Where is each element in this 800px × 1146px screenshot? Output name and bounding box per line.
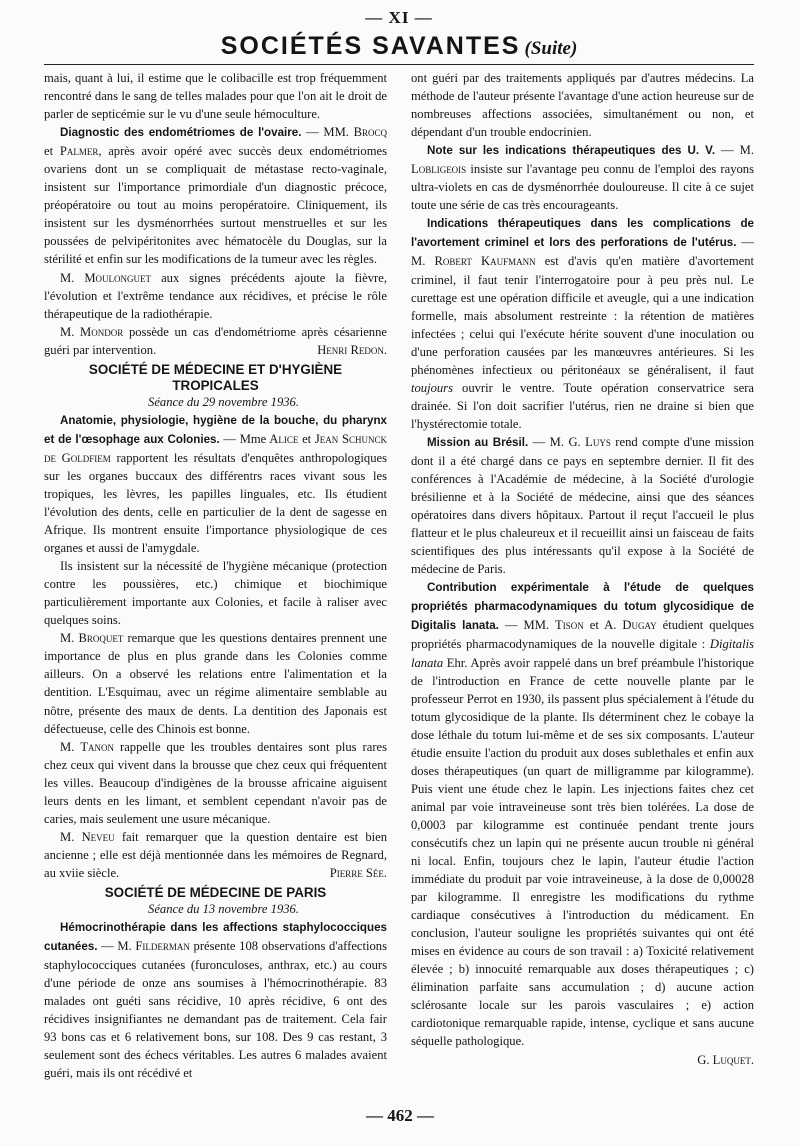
roman-folio: — XI — xyxy=(365,8,433,27)
emphasis: toujours xyxy=(411,380,453,395)
author-name: Luys xyxy=(585,434,611,449)
subheading: Mission au Brésil. xyxy=(427,435,529,449)
section-header xyxy=(44,32,754,64)
paragraph xyxy=(411,141,754,214)
header-rule xyxy=(44,64,754,65)
paragraph xyxy=(411,578,754,1050)
signature xyxy=(411,1051,754,1069)
paragraph xyxy=(44,323,387,359)
two-column-body xyxy=(44,69,754,1082)
text-run: — MM. xyxy=(301,125,354,140)
society-heading: SOCIÉTÉ DE MÉDECINE ET D'HYGIÈNE TROPICALES xyxy=(88,361,343,393)
text-run: M. xyxy=(60,631,79,646)
text-run: — xyxy=(219,431,240,446)
paragraph xyxy=(44,123,387,268)
subheading: Note sur les indications thérapeutiques des U. V. xyxy=(427,144,716,158)
text-run: M. xyxy=(60,739,81,754)
emphasis: Digitalis lanata xyxy=(411,637,754,670)
text-run: étudient quelques propriétés pharmacodynamiques de la nouvelle digitale : xyxy=(411,618,755,652)
text-run: ouvrir le ventre. Toute opération conservatrice sera drainée. Si l'on doit sacrifier l'utérus, rien ne draine si bien que l'hystérectomie totale. xyxy=(411,380,754,431)
paragraph xyxy=(44,629,387,737)
author-name: Dugay xyxy=(622,618,657,633)
author-name: Moulonguet xyxy=(84,270,152,285)
text-run: insiste sur l'avantage peu connu de l'emploi des rayons ultra-violets en cas de dysménorrhée douloureuse. Il cite à ce sujet toute une série de cas très encourageants. xyxy=(411,162,754,213)
author-name: Tanon xyxy=(80,739,115,754)
signature: Henri Redon. xyxy=(317,342,387,357)
paragraph xyxy=(44,828,387,882)
text-run: — M. xyxy=(715,143,754,158)
text-run: M. xyxy=(60,829,82,844)
text-run: est d'avis qu'en matière d'avortement criminel, il faut tenir l'interrogatoire pour à peu près nul. Le curettage est une opération difficile et aveugle, qui a une indication formelle, mais absolument restreinte : la rétention de matières infectées ; celui qui l'exécute hérite souvent d'une inoculation ou d'une perforation causées par les manœuvres antérieures. Si les phénomènes infectieux ou péritonéaux se généralisent, il faut xyxy=(411,254,755,377)
text-run: rapportent les résultats d'enquêtes anthropologiques sur les organes buccaux des différentrs races vivant sous les tropiques, les lèvres, les papilles linguales, etc. Ils étudient l'évolution des dents, celle en particulier de la dent de sagesse en Afrique. Ils montrent ensuite l'importance physiologique de ces organes et aussi de l'amygdale. xyxy=(44,450,387,556)
section-title: SOCIÉTÉS SAVANTES xyxy=(220,32,521,60)
text-run: rend compte d'une mission dont il a été chargé dans ce pays en septembre dernier. Il fit des conférences à l'Académie de médecine, à la Société d'urologie brésilienne et à la Société de médecine, ainsi que des séances opératoires dans divers hôpitaux. Partout il reçut l'accueil le plus flatteur et le plus chaleureux et il recueillit ainsi un faisceau de faits scientifiques des plus intéressants qu'il expose à la Société de médecine de Paris. xyxy=(411,434,755,577)
author-name: Filderman xyxy=(135,939,190,954)
text-run: M. xyxy=(60,270,85,285)
paragraph xyxy=(411,214,754,433)
subheading: Diagnostic des endométriomes de l'ovaire. xyxy=(60,126,302,140)
text-run: , après avoir opéré avec succès deux endométriomes ovariens dont un se compliquait de métastase recto-vaginale, insistent sur l'importance primordiale d'un diagnostic précoce, préopératoire ou tout au moins peropératoire. Cliniquement, ils insistent sur les dysménorrhées surtout menstruelles et sur les poussées de pelvipéritonites avec hématocèle du Douglas, sur la stérilité et enfin sur les modifications de la tumeur avec les règles. xyxy=(44,144,387,267)
author-name: Palmer xyxy=(59,144,99,159)
author-name: Mondor xyxy=(80,324,124,339)
text-run: rappelle que les troubles dentaires sont plus rares chez ceux qui vivent dans la brousse que chez ceux qui fréquentent les villes. Beaucoup d'indigènes de la brousse africaine aiguisent leurs dents en les limant, et semblent cependant n'avoir pas de caries, mais seulement une usure mécanique. xyxy=(44,739,387,826)
author-name: Jean Schunck de Goldfiem xyxy=(44,431,387,465)
right-column xyxy=(411,69,754,1082)
signature: Pierre Sée. xyxy=(329,865,387,880)
text-run: présente 108 observations d'affections staphylococciques cutanées (furonculoses, anthrax, etc.) au cours d'une période de onze ans soumises à l'hémocrinothérapie. 83 malades ont guéti sans récidive, 10 après récidive, 6 ont des récidives insignifiantes ne demandant pas de traitement. Cela fair 93 bons cas et 6 relativement bons, sur 108. Des 9 cas restant, 3 seulement sont des échecs véritables. Les autres 6 malades avaient guéri, mais ils ont récédivé et xyxy=(44,939,387,1081)
subheading: Hémocrinothérapie dans les affections staphylococciques cutanées. xyxy=(44,920,387,954)
author-name: Robert Kaufmann xyxy=(434,254,536,269)
text-run: — M. G. xyxy=(528,434,586,449)
session-date: Séance du 29 novembre 1936. xyxy=(148,394,299,409)
text-run: et xyxy=(44,144,60,159)
subheading: Indications thérapeutiques dans les complications de l'avortement criminel et lors des perforations de l'utérus. xyxy=(411,217,754,250)
text-run: — M. xyxy=(97,939,136,954)
paragraph xyxy=(44,411,387,557)
author-name: Broquet xyxy=(78,631,124,646)
author-name: Neveu xyxy=(81,829,115,844)
society-heading: SOCIÉTÉ DE MÉDECINE DE PARIS xyxy=(104,884,327,900)
author-name: Lobligeois xyxy=(411,162,467,177)
page-number: — 462 — xyxy=(366,1106,434,1125)
subheading: Contribution expérimentale à l'étude de quelques propriétés pharmacodynamiques du totum glycosidique de Digitalis lanata. xyxy=(411,581,754,633)
session-date: Séance du 13 novembre 1936. xyxy=(148,901,299,916)
text-run: possède un cas d'endométriome après césarienne guéri par intervention. xyxy=(44,324,387,357)
text-run: fait remarquer que la question dentaire est bien ancienne ; elle est déjà mentionnée dans les mémoires de Regnard, au xviie siècle. xyxy=(44,829,387,880)
text-run: M. xyxy=(60,324,81,339)
text-run: — M. xyxy=(411,235,754,269)
author-name: Tison xyxy=(555,618,584,633)
paragraph: mais, quant à lui, il estime que le colibacille est trop fréquemment rencontré dans le sang de telles malades pour que l'on ait le droit de parler de septicémie sur le vu d'une seule hémoculture. xyxy=(44,71,387,122)
subheading: Anatomie, physiologie, hygiène de la bouche, du pharynx et de l'œsophage aux Colonies. xyxy=(44,413,387,446)
text-run: remarque que les questions dentaires prennent une importance de plus en plus grande dans les Colonies comme ailleurs. On a observé les relations entre l'alimentation et la dentition. L'Esquimau, avec un régime alimentaire semblable au nôtre, présente des maux de dents. La dentition des Japonais est défectueuse, celle des Chinois est bonne. xyxy=(44,631,387,736)
paragraph xyxy=(44,738,387,828)
text-run: et xyxy=(298,431,315,446)
text-run: et A. xyxy=(583,618,623,633)
text-run: Ehr. Après avoir rappelé dans un bref préambule l'historique de l'introduction en France de cette nouvelle plante par le professeur Perrot en 1930, ils passent plus spécialement à l'étude du totum glycosidique de la plante. Ils déterminent chez le cobaye la dose léthale du totum lui-même et de ses six composants. L'auteur étudie ensuite l'action du produit aux doses sublethales et enfin aux doses thérapeutiques (un quart de milligramme par kilogramme). Puis vient une étude chez le lapin. Les injections faites chez cet animal par voie intraveineuse sont très bien tolérées. La dose de 0,0003 par kilogramme est continuée pendant trente jours consécutifs chez un lapin qui ne présente aucun trouble ni général ni local. Enfin, toujours chez le lapin, l'auteur étudie l'action immédiate du produit par voie intraveineuse, à la dose de 0,00028 par kilogramme. Il enregistre les modifications du rythme cardiaque consécutives à l'introduction du médicament. En conclusion, l'auteur souligne les propriétés suivantes qui ont été mises en évidence au cours de son travail : a) Toxicité relativement élevée ; b) innocuité remarquable aux doses thérapeutiques ; c) élimination parfaite sans accumulation ; d) aucune action sclérosante locale sur les parois vasculaires ; e) action cardiotonique remarquable rapide, intense, cyclique et sans aucune séquelle pathologique. xyxy=(411,655,754,1049)
left-column xyxy=(44,69,387,1082)
signature-text: G. Luquet. xyxy=(697,1052,754,1067)
author-name: Brocq xyxy=(353,125,387,140)
text-run: Mme xyxy=(239,431,267,446)
paragraph xyxy=(44,269,387,323)
author-name: Alice xyxy=(266,431,299,446)
paragraph: ont guéri par des traitements appliqués par d'autres médecins. La méthode de l'auteur présente l'avantage d'une action heureuse sur de nombreuses affections associées, simultanément ou non, et dépendant d'un trouble endocrinien. xyxy=(411,71,754,140)
paragraph xyxy=(411,433,754,578)
text-run: aux signes précédents ajoute la fièvre, l'évolution et l'extrême tendance aux récidives, et précise le rôle thérapeutique de la radiothérapie. xyxy=(44,270,387,321)
text-run: — MM. xyxy=(498,618,556,633)
paragraph: Ils insistent sur la nécessité de l'hygiène mécanique (protection contre les poussières, etc.) chimique et biochimique particulièrement importante aux Colonies, et facile à raliser avec quelques soins. xyxy=(44,559,387,628)
section-suite: (Suite) xyxy=(524,38,578,59)
paragraph xyxy=(44,918,387,1082)
